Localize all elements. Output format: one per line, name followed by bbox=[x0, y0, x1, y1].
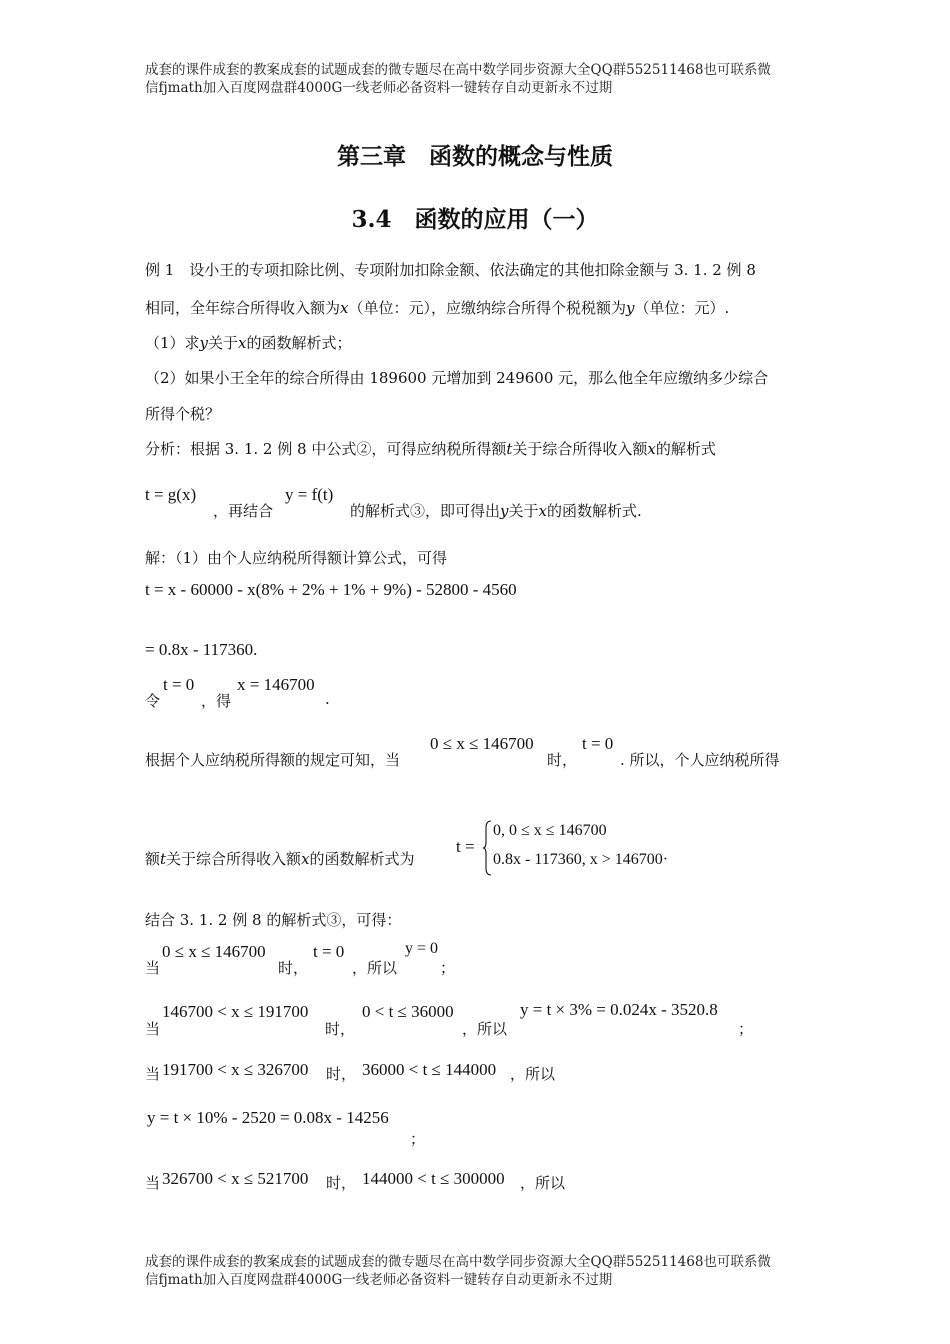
get-label: ，得 bbox=[201, 692, 232, 710]
case-2-dot: · bbox=[662, 851, 669, 868]
example-line-1: 例 1 设小王的专项扣除比例、专项附加扣除金额、依法确定的其他扣除金额与 3. 1. 2 例 8 bbox=[145, 261, 756, 279]
example-line-2 bbox=[145, 297, 729, 318]
formula-t-g-x: t = g(x) bbox=[145, 485, 197, 504]
analysis-line-2 bbox=[350, 500, 642, 521]
x-equals-146700: x = 146700 bbox=[237, 675, 315, 694]
range-3-t: 36000 < t ≤ 144000 bbox=[362, 1060, 497, 1079]
question-2: （2）如果小王全年的综合所得由 189600 元增加到 249600 元，那么他全年应缴纳多少综合 bbox=[145, 369, 769, 387]
range-2-t: 0 < t ≤ 36000 bbox=[362, 1002, 454, 1021]
analysis-text: 关于 bbox=[508, 502, 539, 520]
analysis-line-1 bbox=[145, 438, 716, 459]
let-label: 令 bbox=[145, 692, 161, 710]
condition-1: 0 ≤ x ≤ 146700 bbox=[430, 734, 534, 753]
range-2-condition: 146700 < x ≤ 191700 bbox=[162, 1002, 309, 1021]
header-banner-line-2: 信fjmath加入百度网盘群4000G一线老师必备资料一键转存自动更新永不过期 bbox=[145, 80, 613, 96]
range-1-t: t = 0 bbox=[313, 942, 345, 961]
rule-text-3: . 所以，个人应纳税所得 bbox=[620, 751, 780, 769]
range-3-y: y = t × 10% - 2520 = 0.08x - 14256 bbox=[147, 1108, 389, 1127]
semicolon: ； bbox=[738, 1020, 754, 1038]
range-1-y: y = 0 bbox=[405, 940, 439, 957]
question-2-cont: 所得个税？ bbox=[145, 405, 221, 423]
example-text: 相同，全年综合所得收入额为 bbox=[145, 299, 341, 317]
range-3-condition: 191700 < x ≤ 326700 bbox=[162, 1060, 309, 1079]
range-1-condition: 0 ≤ x ≤ 146700 bbox=[162, 942, 266, 961]
t-equals-zero: t = 0 bbox=[163, 675, 195, 694]
rule-text-1: 根据个人应纳税所得额的规定可知，当 bbox=[145, 751, 401, 769]
question-text: （1）求 bbox=[145, 334, 200, 352]
header-banner-line-1: 成套的课件成套的教案成套的试题成套的微专题尽在高中数学同步资源大全QQ群552511468也可联系微 bbox=[145, 62, 771, 78]
solution-intro: 解：（1）由个人应纳税所得额计算公式，可得 bbox=[145, 549, 448, 567]
var-x: x bbox=[538, 502, 547, 520]
var-t: t bbox=[160, 850, 167, 868]
left-brace bbox=[482, 820, 492, 876]
case-2-body: 0.8x - 117360, x > 146700 bbox=[493, 851, 663, 868]
chapter-title: 第三章 函数的概念与性质 bbox=[337, 143, 613, 170]
var-x: x bbox=[301, 850, 310, 868]
equation-2-body: = 0.8x - 117360 bbox=[145, 640, 254, 659]
question-text: 的函数解析式； bbox=[246, 334, 352, 352]
piecewise-case-2 bbox=[493, 851, 668, 869]
combine-text: 结合 3. 1. 2 例 8 的解析式③，可得： bbox=[145, 911, 402, 929]
question-1 bbox=[145, 332, 352, 353]
period: . bbox=[325, 690, 330, 708]
analysis-text: 的函数解析式. bbox=[546, 502, 642, 520]
equation-2 bbox=[145, 640, 257, 660]
rule-text-2: 时， bbox=[547, 751, 578, 769]
var-t: t bbox=[506, 440, 513, 458]
time-label: 时， bbox=[325, 1020, 356, 1038]
so-label: ，所以 bbox=[352, 959, 398, 977]
analysis-text: 的解析式 bbox=[655, 440, 716, 458]
var-y: y bbox=[626, 299, 635, 317]
t-equals-zero: t = 0 bbox=[582, 734, 614, 753]
when-label: 当 bbox=[145, 1020, 161, 1038]
analysis-text: 的解析式③，即可得出 bbox=[350, 502, 501, 520]
var-x: x bbox=[647, 440, 656, 458]
time-label: 时， bbox=[326, 1065, 357, 1083]
analysis-text: 分析：根据 3. 1. 2 例 8 中公式②，可得应纳税所得额 bbox=[145, 440, 507, 458]
so-label: ，所以 bbox=[520, 1174, 566, 1192]
var-y: y bbox=[199, 334, 209, 352]
piecewise-text: 关于综合所得收入额 bbox=[166, 850, 302, 868]
time-label: 时， bbox=[278, 959, 309, 977]
piecewise-text: 的函数解析式为 bbox=[309, 850, 415, 868]
example-text: （单位：元），应缴纳综合所得个税税额为 bbox=[348, 299, 626, 317]
equation-2-end: . bbox=[253, 640, 258, 659]
analysis-text: ，再结合 bbox=[213, 502, 274, 520]
when-label: 当 bbox=[145, 1174, 161, 1192]
time-label: 时， bbox=[326, 1174, 357, 1192]
piecewise-intro bbox=[145, 848, 415, 869]
so-label: ，所以 bbox=[462, 1020, 508, 1038]
question-text: 关于 bbox=[208, 334, 239, 352]
example-text: （单位：元）. bbox=[634, 299, 730, 317]
var-x: x bbox=[238, 334, 247, 352]
so-label: ，所以 bbox=[510, 1065, 556, 1083]
section-title: 3.4 函数的应用（一） bbox=[351, 206, 599, 233]
var-x: x bbox=[340, 299, 349, 317]
footer-banner-line-1: 成套的课件成套的教案成套的试题成套的微专题尽在高中数学同步资源大全QQ群552511468也可联系微 bbox=[145, 1254, 771, 1270]
range-2-y: y = t × 3% = 0.024x - 3520.8 bbox=[520, 1000, 718, 1019]
range-4-condition: 326700 < x ≤ 521700 bbox=[162, 1169, 309, 1188]
when-label: 当 bbox=[145, 959, 161, 977]
piecewise-case-1: 0, 0 ≤ x ≤ 146700 bbox=[493, 822, 607, 839]
semicolon: ； bbox=[440, 959, 456, 977]
footer-banner-line-2: 信fjmath加入百度网盘群4000G一线老师必备资料一键转存自动更新永不过期 bbox=[145, 1272, 613, 1288]
analysis-text: 关于综合所得收入额 bbox=[512, 440, 648, 458]
when-label: 当 bbox=[145, 1065, 161, 1083]
range-4-t: 144000 < t ≤ 300000 bbox=[362, 1169, 505, 1188]
formula-y-f-t: y = f(t) bbox=[285, 485, 334, 504]
semicolon: ； bbox=[410, 1130, 426, 1148]
piecewise-text: 额 bbox=[145, 850, 161, 868]
equation-1: t = x - 60000 - x(8% + 2% + 1% + 9%) - 52800 - 4560 bbox=[145, 580, 517, 599]
var-y: y bbox=[500, 502, 509, 520]
piecewise-lhs: t = bbox=[456, 837, 475, 856]
